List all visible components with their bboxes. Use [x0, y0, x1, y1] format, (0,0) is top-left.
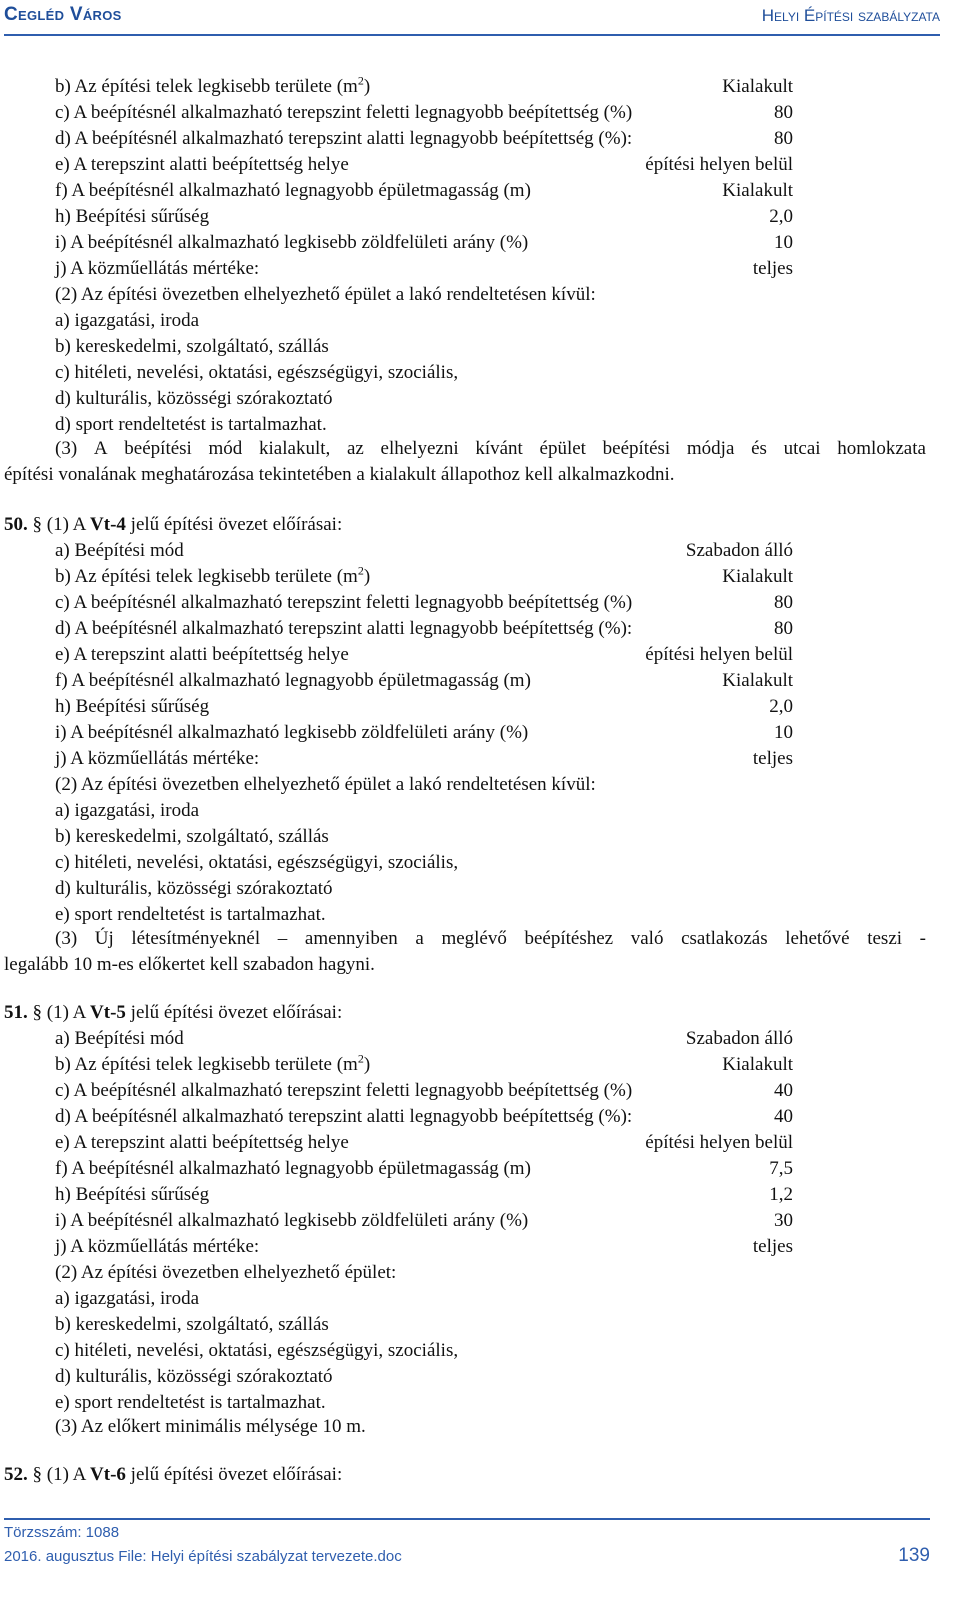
header-title: Helyi Építési szabályzata	[761, 6, 940, 25]
zone-code: Vt-5	[90, 1002, 126, 1023]
rule-f-value: Kialakult	[722, 180, 793, 201]
rule-f-label: f) A beépítésnél alkalmazható legnagyobb épületmagasság (m)	[55, 1158, 531, 1179]
rule-a-value: Szabadon álló	[685, 1028, 793, 1049]
word: létesítményeknél	[131, 928, 261, 949]
rule-i	[55, 230, 793, 256]
word: kívánt	[475, 438, 523, 459]
rule-e-label: e) A terepszint alatti beépítettség helye	[55, 154, 349, 175]
section-heading	[4, 1000, 342, 1026]
paragraph-2: (2) Az építési övezetben elhelyezhető épület a lakó rendeltetésen kívül:	[55, 774, 596, 795]
rule-a	[55, 538, 793, 564]
rule-f-label: f) A beépítésnél alkalmazható legnagyobb épületmagasság (m)	[55, 670, 531, 691]
word: –	[277, 928, 288, 949]
word: módja	[686, 438, 735, 459]
word: homlokzata	[837, 438, 926, 459]
word: Új	[94, 928, 114, 949]
use-item: d) kulturális, közösségi szórakoztató	[55, 1366, 333, 1387]
rule-d-label: d) A beépítésnél alkalmazható terepszint alatti legnagyobb beépítettség (%):	[55, 128, 633, 149]
use-item: a) igazgatási, iroda	[55, 800, 200, 821]
rule-c-label: c) A beépítésnél alkalmazható terepszint feletti legnagyobb beépítettség (%)	[55, 592, 633, 613]
rule-j-label: j) A közműellátás mértéke:	[55, 1236, 260, 1257]
rule-b-value: Kialakult	[722, 76, 793, 97]
rule-e-value: építési helyen belül	[645, 644, 793, 665]
use-item: e) sport rendeltetést is tartalmazhat.	[55, 1392, 326, 1413]
rule-j-label: j) A közműellátás mértéke:	[55, 748, 260, 769]
section-heading	[4, 1462, 342, 1488]
heading-text: jelű építési övezet előírásai:	[125, 1464, 343, 1485]
footer-divider	[4, 1518, 930, 1520]
rule-f-value: 7,5	[769, 1158, 793, 1179]
rule-c-value: 40	[774, 1080, 793, 1101]
rule-e	[55, 152, 793, 178]
word: utcai	[783, 438, 821, 459]
rule-c	[55, 1078, 793, 1104]
use-item: a) igazgatási, iroda	[55, 1288, 200, 1309]
rule-e-value: építési helyen belül	[645, 1132, 793, 1153]
rule-i-label: i) A beépítésnél alkalmazható legkisebb zöldfelületi arány (%)	[55, 722, 529, 743]
rule-i-label: i) A beépítésnél alkalmazható legkisebb zöldfelületi arány (%)	[55, 232, 529, 253]
paragraph-3-line-1	[55, 926, 926, 952]
rule-c-value: 80	[774, 592, 793, 613]
rule-h-label: h) Beépítési sűrűség	[55, 1184, 210, 1205]
word: (3)	[55, 928, 78, 949]
rule-h	[55, 694, 793, 720]
rule-i-label: i) A beépítésnél alkalmazható legkisebb zöldfelületi arány (%)	[55, 1210, 529, 1231]
heading-text: jelű építési övezet előírásai:	[125, 1002, 343, 1023]
rule-i	[55, 720, 793, 746]
rule-f	[55, 668, 793, 694]
word: A	[93, 438, 108, 459]
heading-text: (1) A	[46, 1464, 91, 1485]
rule-h	[55, 1182, 793, 1208]
paragraph-3: (3) Az előkert minimális mélysége 10 m.	[55, 1416, 366, 1437]
zone-code: Vt-4	[90, 514, 126, 535]
section-heading	[4, 512, 342, 538]
word: elhelyezni	[380, 438, 459, 459]
section-sign: §	[32, 514, 42, 535]
rule-d-label: d) A beépítésnél alkalmazható terepszint alatti legnagyobb beépítettség (%):	[55, 1106, 633, 1127]
rule-c-label: c) A beépítésnél alkalmazható terepszint feletti legnagyobb beépítettség (%)	[55, 102, 633, 123]
rule-f	[55, 178, 793, 204]
rule-i-value: 30	[774, 1210, 793, 1231]
rule-b-value: Kialakult	[722, 1054, 793, 1075]
zone-code: Vt-6	[90, 1464, 126, 1485]
rule-c	[55, 590, 793, 616]
rule-b	[55, 1052, 793, 1078]
word: a	[415, 928, 424, 949]
word: beépítéshez	[524, 928, 614, 949]
rule-f-label: f) A beépítésnél alkalmazható legnagyobb épületmagasság (m)	[55, 180, 531, 201]
rule-b-label: b) Az építési telek legkisebb területe $(m^2)$	[55, 1051, 371, 1075]
rule-e	[55, 642, 793, 668]
word: meglévő	[441, 928, 507, 949]
rule-j-label: j) A közműellátás mértéke:	[55, 258, 260, 279]
rule-c	[55, 100, 793, 126]
rule-e	[55, 1130, 793, 1156]
word: csatlakozás	[681, 928, 768, 949]
rule-h-value: 2,0	[769, 206, 793, 227]
word: (3)	[55, 438, 78, 459]
word: és	[751, 438, 767, 459]
rule-j	[55, 746, 793, 772]
rule-b-label: b) Az építési telek legkisebb területe $(m^2)$	[55, 73, 371, 97]
rule-b	[55, 564, 793, 590]
use-item: c) hitéleti, nevelési, oktatási, egészségügyi, szociális,	[55, 852, 459, 873]
rule-e-value: építési helyen belül	[645, 154, 793, 175]
rule-j	[55, 1234, 793, 1260]
word: lehetővé	[785, 928, 850, 949]
section-number: 52.	[4, 1464, 28, 1485]
use-item: b) kereskedelmi, szolgáltató, szállás	[55, 826, 329, 847]
use-item: c) hitéleti, nevelési, oktatási, egészségügyi, szociális,	[55, 1340, 459, 1361]
rule-d	[55, 1104, 793, 1130]
rule-b-label: b) Az építési telek legkisebb területe $(m^2)$	[55, 563, 371, 587]
rule-h-value: 1,2	[769, 1184, 793, 1205]
rule-j	[55, 256, 793, 282]
heading-text: jelű építési övezet előírásai:	[125, 514, 343, 535]
word: való	[630, 928, 664, 949]
rule-j-value: teljes	[752, 258, 793, 279]
use-item: d) sport rendeltetést is tartalmazhat.	[55, 414, 327, 435]
header-divider	[4, 34, 940, 36]
paragraph-3-line-2: építési vonalának meghatározása tekintetében a kialakult állapothoz kell alkalmazkodni.	[4, 464, 675, 485]
heading-text: (1) A	[46, 514, 91, 535]
rule-h-value: 2,0	[769, 696, 793, 717]
footer-registry-number: Törzsszám: 1088	[4, 1524, 120, 1541]
rule-d	[55, 126, 793, 152]
rule-i	[55, 1208, 793, 1234]
rule-d-value: 80	[774, 128, 793, 149]
rule-c-value: 80	[774, 102, 793, 123]
rule-d-label: d) A beépítésnél alkalmazható terepszint alatti legnagyobb beépítettség (%):	[55, 618, 633, 639]
word: amennyiben	[304, 928, 398, 949]
paragraph-2: (2) Az építési övezetben elhelyezhető épület a lakó rendeltetésen kívül:	[55, 284, 596, 305]
rule-a-label: a) Beépítési mód	[55, 540, 184, 561]
word: beépítési	[602, 438, 671, 459]
paragraph-2: (2) Az építési övezetben elhelyezhető épület:	[55, 1262, 397, 1283]
rule-h-label: h) Beépítési sűrűség	[55, 696, 210, 717]
rule-a-label: a) Beépítési mód	[55, 1028, 184, 1049]
word: kialakult,	[259, 438, 331, 459]
rule-a-value: Szabadon álló	[685, 540, 793, 561]
rule-f	[55, 1156, 793, 1182]
rule-h	[55, 204, 793, 230]
use-item: d) kulturális, közösségi szórakoztató	[55, 878, 333, 899]
use-item: e) sport rendeltetést is tartalmazhat.	[55, 904, 326, 925]
rule-a	[55, 1026, 793, 1052]
header-city: Cegléd Város	[4, 4, 122, 25]
section-number: 51.	[4, 1002, 28, 1023]
use-item: c) hitéleti, nevelési, oktatási, egészségügyi, szociális,	[55, 362, 459, 383]
heading-text: (1) A	[46, 1002, 91, 1023]
rule-b	[55, 74, 793, 100]
rule-d-value: 80	[774, 618, 793, 639]
rule-c-label: c) A beépítésnél alkalmazható terepszint feletti legnagyobb beépítettség (%)	[55, 1080, 633, 1101]
rule-h-label: h) Beépítési sűrűség	[55, 206, 210, 227]
page-number: 139	[898, 1545, 930, 1566]
rule-d-value: 40	[774, 1106, 793, 1127]
section-sign: §	[32, 1464, 42, 1485]
use-item: a) igazgatási, iroda	[55, 310, 200, 331]
rule-e-label: e) A terepszint alatti beépítettség helye	[55, 644, 349, 665]
page-header	[4, 4, 940, 34]
rule-e-label: e) A terepszint alatti beépítettség helye	[55, 1132, 349, 1153]
word: beépítési	[124, 438, 192, 459]
use-item: b) kereskedelmi, szolgáltató, szállás	[55, 1314, 329, 1335]
paragraph-3-line-1	[55, 436, 926, 462]
word: az	[346, 438, 364, 459]
rule-d	[55, 616, 793, 642]
use-item: b) kereskedelmi, szolgáltató, szállás	[55, 336, 329, 357]
rule-j-value: teljes	[752, 748, 793, 769]
section-number: 50.	[4, 514, 28, 535]
word: teszi	[867, 928, 903, 949]
paragraph-3-line-2: legalább 10 m-es előkertet kell szabadon hagyni.	[4, 954, 375, 975]
rule-i-value: 10	[774, 722, 793, 743]
section-sign: §	[32, 1002, 42, 1023]
rule-f-value: Kialakult	[722, 670, 793, 691]
footer-date-file: 2016. augusztus File: Helyi építési szabályzat tervezete.doc	[4, 1548, 402, 1565]
rule-b-value: Kialakult	[722, 566, 793, 587]
rule-j-value: teljes	[752, 1236, 793, 1257]
word: épület	[539, 438, 586, 459]
use-item: d) kulturális, közösségi szórakoztató	[55, 388, 333, 409]
word: mód	[208, 438, 243, 459]
rule-i-value: 10	[774, 232, 793, 253]
word: -	[919, 928, 926, 949]
